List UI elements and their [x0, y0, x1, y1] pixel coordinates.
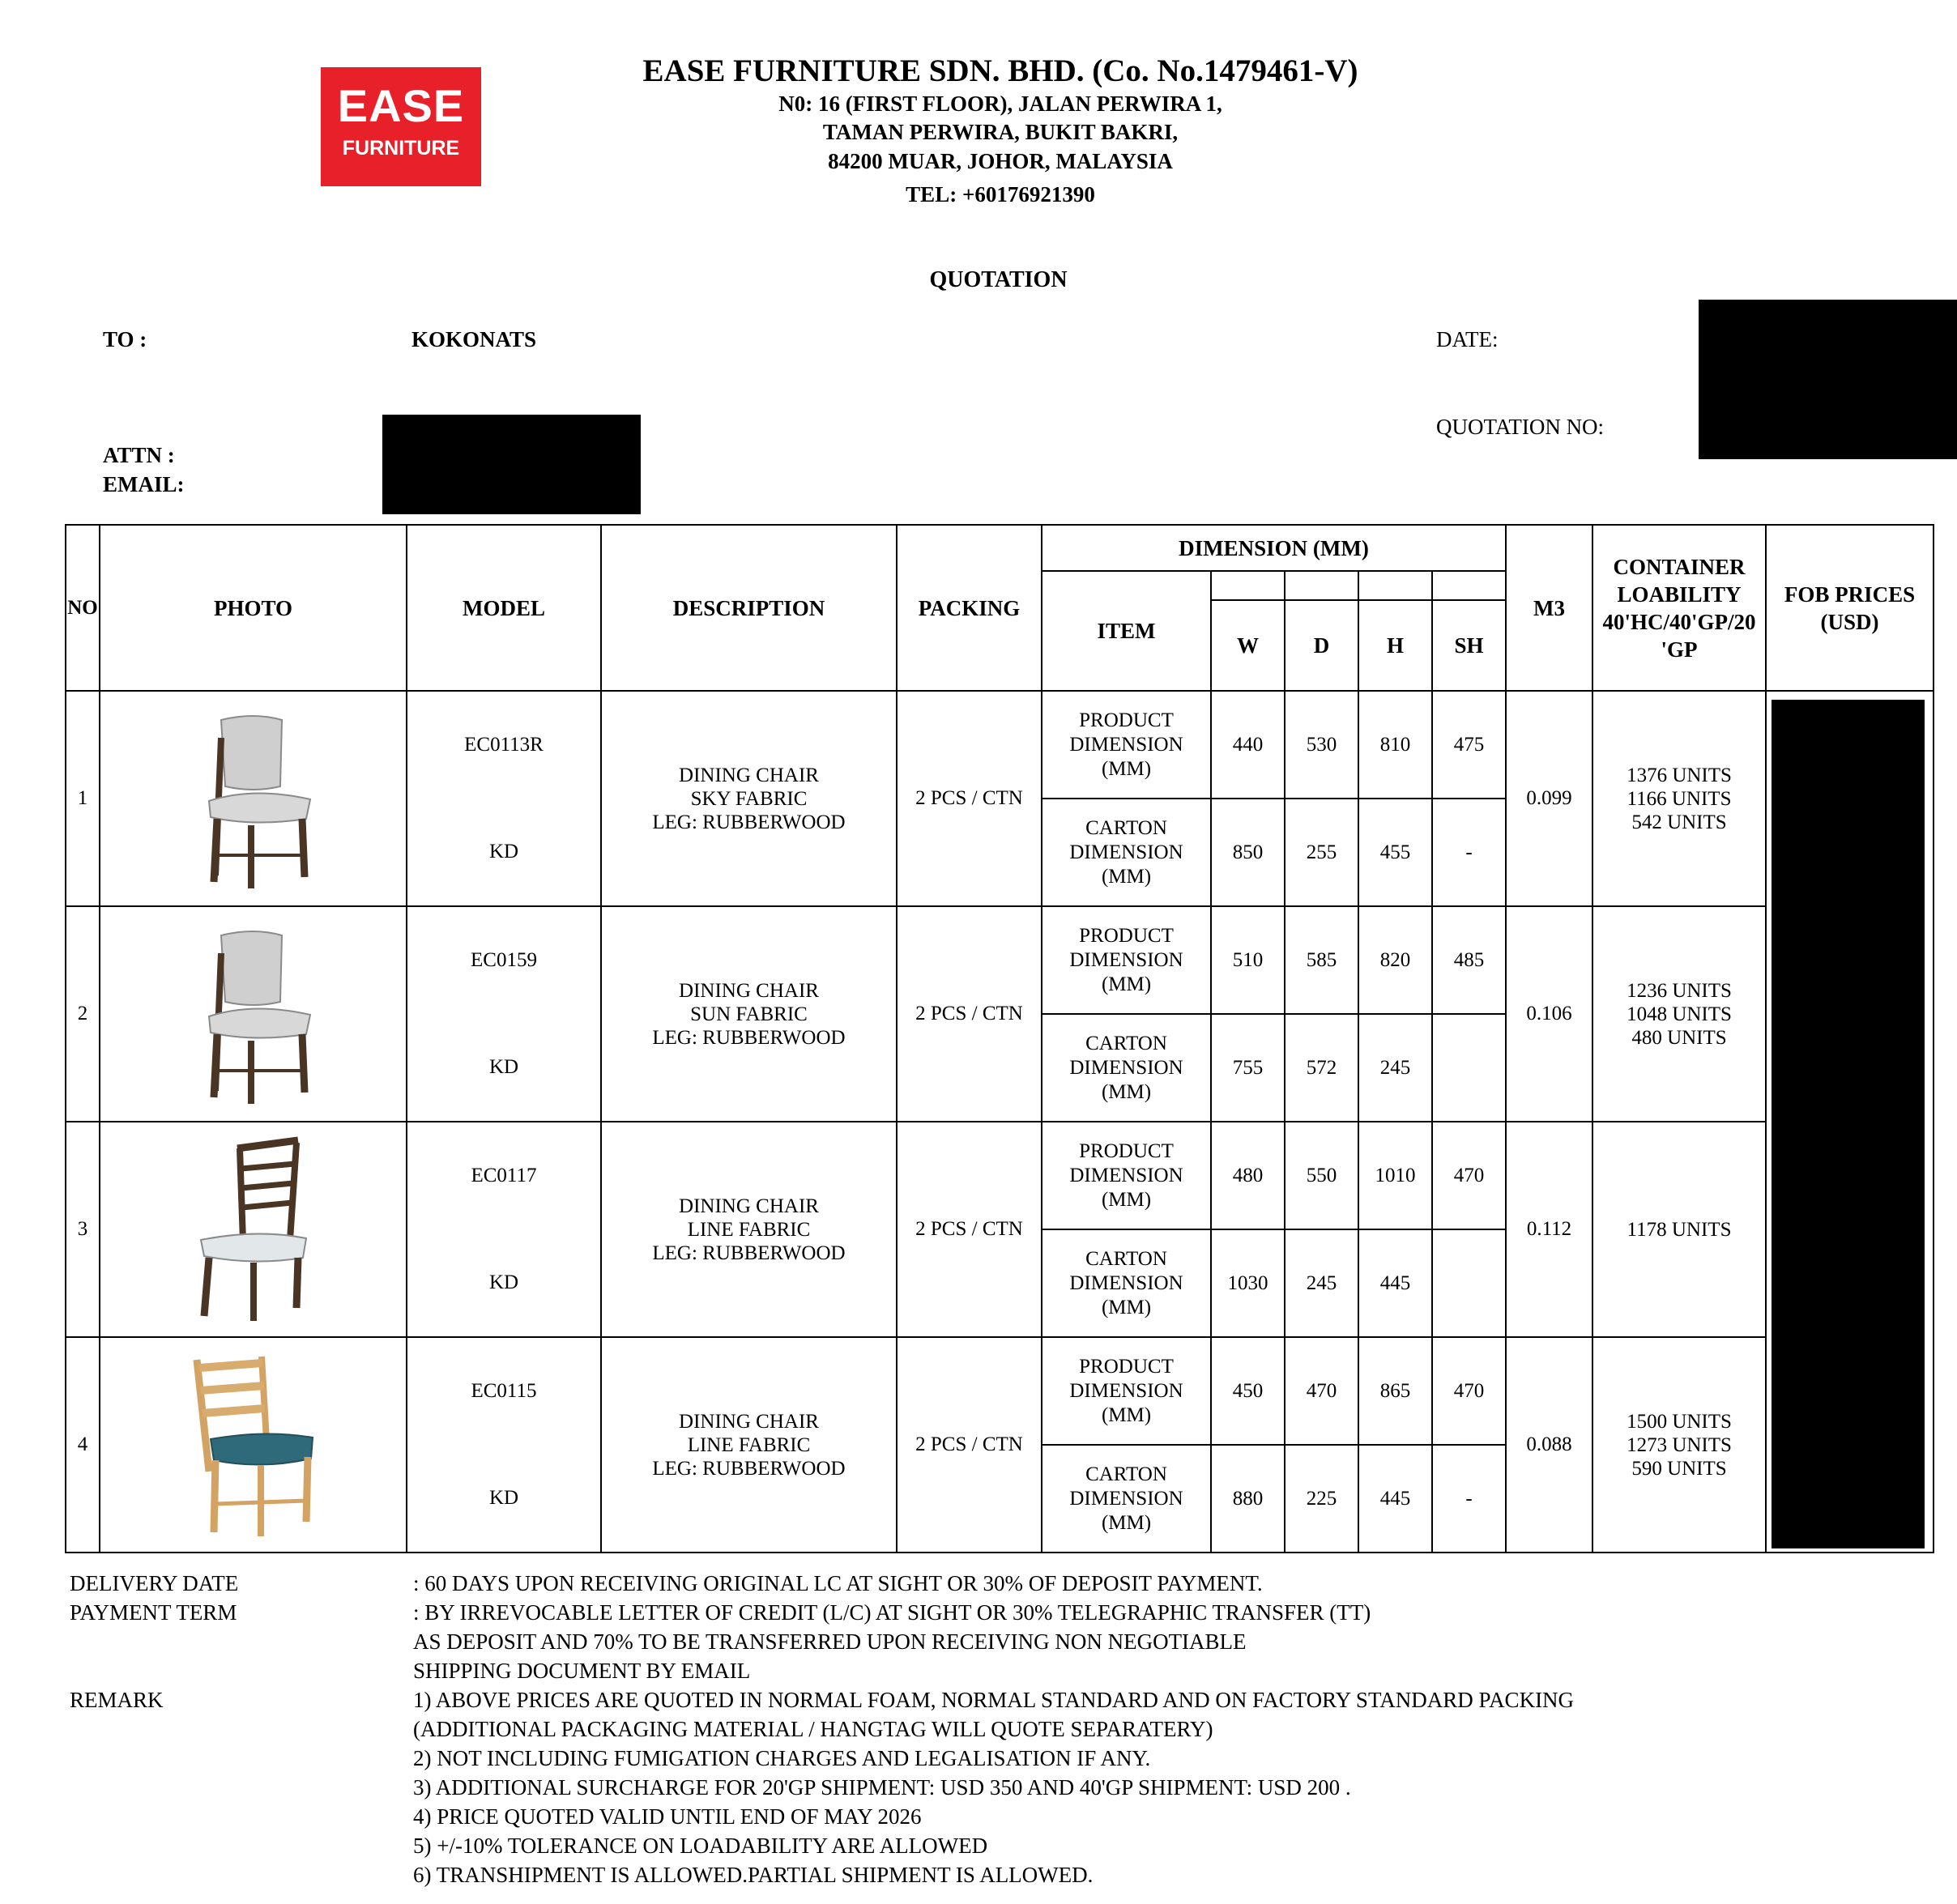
description-cell	[601, 906, 897, 1122]
product-dimension-label-line-1: PRODUCT	[1079, 709, 1174, 731]
redacted-fob-prices	[1772, 700, 1925, 1548]
header-container-line-4: 'GP	[1661, 637, 1698, 662]
model-cell	[407, 691, 601, 906]
container-loadability-line: 1500 UNITS	[1627, 1410, 1732, 1433]
payment-term-line-1: : BY IRREVOCABLE LETTER OF CREDIT (L/C) AT SIGHT OR 30% TELEGRAPHIC TRANSFER (TT)	[413, 1600, 1371, 1625]
header-container-line-2: LOABILITY	[1617, 581, 1742, 607]
header-dimension: DIMENSION (MM)	[1042, 525, 1506, 571]
product-dimension-label-line-1: PRODUCT	[1079, 924, 1174, 947]
header-container-line-3: 40'HC/40'GP/20	[1602, 609, 1756, 634]
container-loadability-line: 1236 UNITS	[1627, 979, 1732, 1002]
header-spacer-d	[1285, 571, 1358, 600]
packing-cell: 2 PCS / CTN	[897, 691, 1042, 906]
carton-h: 245	[1358, 1014, 1432, 1122]
container-loadability-line: 1178 UNITS	[1627, 1218, 1732, 1241]
table-row	[66, 1122, 1934, 1229]
container-loadability-cell	[1592, 906, 1766, 1122]
to-value: KOKONATS	[411, 327, 537, 351]
product-w: 510	[1211, 906, 1285, 1014]
product-dimension-label	[1042, 906, 1211, 1014]
product-sh: 470	[1432, 1337, 1506, 1445]
product-h: 820	[1358, 906, 1432, 1014]
remark-line-2: (ADDITIONAL PACKAGING MATERIAL / HANGTAG WILL QUOTE SEPARATERY)	[413, 1717, 1213, 1741]
row-no: 2	[66, 906, 100, 1122]
packing-cell: 2 PCS / CTN	[897, 1337, 1042, 1553]
packing-cell: 2 PCS / CTN	[897, 906, 1042, 1122]
description-line: DINING CHAIR	[679, 979, 819, 1002]
product-d: 550	[1285, 1122, 1358, 1229]
carton-dimension-label-line-2: DIMENSION (MM)	[1069, 1056, 1183, 1103]
product-dimension-label-line-1: PRODUCT	[1079, 1139, 1174, 1162]
container-loadability-line: 542 UNITS	[1631, 811, 1727, 833]
header-spacer-w	[1211, 571, 1285, 600]
container-loadability-line: 1048 UNITS	[1627, 1003, 1732, 1025]
carton-w: 755	[1211, 1014, 1285, 1122]
container-loadability-line: 1166 UNITS	[1627, 787, 1732, 810]
model-type: KD	[488, 1056, 519, 1078]
table-row	[66, 906, 1934, 1014]
product-photo	[100, 906, 407, 1122]
m3-cell: 0.112	[1506, 1122, 1592, 1337]
carton-sh: -	[1432, 799, 1506, 906]
header-container-loadability	[1592, 525, 1766, 691]
product-h: 810	[1358, 691, 1432, 799]
packing-cell: 2 PCS / CTN	[897, 1122, 1042, 1337]
header-sh: SH	[1432, 600, 1506, 691]
model-code: EC0159	[471, 949, 537, 971]
redacted-date-quotation-no	[1699, 300, 1957, 459]
container-loadability-line: 1273 UNITS	[1627, 1433, 1732, 1456]
container-loadability-line: 590 UNITS	[1631, 1457, 1727, 1480]
carton-h: 455	[1358, 799, 1432, 906]
product-d: 530	[1285, 691, 1358, 799]
product-h: 1010	[1358, 1122, 1432, 1229]
container-loadability-cell	[1592, 1337, 1766, 1553]
table-row	[66, 691, 1934, 799]
delivery-date-value: : 60 DAYS UPON RECEIVING ORIGINAL LC AT SIGHT OR 30% OF DEPOSIT PAYMENT.	[413, 1571, 1263, 1595]
m3-cell: 0.099	[1506, 691, 1592, 906]
product-dimension-label-line-2: DIMENSION (MM)	[1069, 1379, 1183, 1426]
description-line: LEG: RUBBERWOOD	[652, 1026, 846, 1049]
description-cell	[601, 1337, 897, 1553]
company-logo	[321, 67, 481, 186]
carton-dimension-label-line-1: CARTON	[1085, 1463, 1167, 1485]
product-dimension-label	[1042, 1122, 1211, 1229]
product-w: 480	[1211, 1122, 1285, 1229]
product-photo	[100, 691, 407, 906]
m3-cell: 0.088	[1506, 1337, 1592, 1553]
model-type: KD	[488, 1271, 519, 1293]
description-cell	[601, 691, 897, 906]
product-sh: 475	[1432, 691, 1506, 799]
carton-w: 850	[1211, 799, 1285, 906]
description-line: DINING CHAIR	[679, 1195, 819, 1217]
to-label: TO :	[103, 327, 147, 351]
document-title: QUOTATION	[929, 267, 1068, 292]
remark-line-1: 1) ABOVE PRICES ARE QUOTED IN NORMAL FOAM, NORMAL STANDARD AND ON FACTORY STANDARD PACKING	[413, 1688, 1575, 1712]
header-packing: PACKING	[897, 525, 1042, 691]
company-phone: TEL: +60176921390	[906, 182, 1095, 207]
attn-label: ATTN :	[103, 443, 175, 467]
carton-d: 255	[1285, 799, 1358, 906]
header-photo: PHOTO	[100, 525, 407, 691]
description-line: SUN FABRIC	[690, 1003, 808, 1025]
carton-dimension-label	[1042, 1445, 1211, 1553]
model-cell	[407, 906, 601, 1122]
fob-price-cell	[1766, 691, 1934, 1553]
header-h: H	[1358, 600, 1432, 691]
carton-w: 1030	[1211, 1229, 1285, 1337]
product-photo	[100, 1122, 407, 1337]
carton-dimension-label-line-1: CARTON	[1085, 1247, 1167, 1270]
row-no: 3	[66, 1122, 100, 1337]
product-dimension-label-line-2: DIMENSION (MM)	[1069, 733, 1183, 780]
description-cell	[601, 1122, 897, 1337]
carton-sh	[1432, 1014, 1506, 1122]
delivery-date-label: DELIVERY DATE	[70, 1571, 239, 1595]
redacted-attn-email	[382, 415, 641, 514]
payment-term-label: PAYMENT TERM	[70, 1600, 237, 1625]
product-d: 585	[1285, 906, 1358, 1014]
table-row	[66, 1337, 1934, 1445]
container-loadability-cell	[1592, 1122, 1766, 1337]
product-dimension-label	[1042, 691, 1211, 799]
dining-chair-grey-fabric-icon	[100, 705, 406, 892]
description-line: LINE FABRIC	[687, 1218, 811, 1241]
carton-dimension-label-line-2: DIMENSION (MM)	[1069, 1271, 1183, 1318]
row-no: 1	[66, 691, 100, 906]
carton-dimension-label	[1042, 1014, 1211, 1122]
container-loadability-cell	[1592, 691, 1766, 906]
carton-d: 572	[1285, 1014, 1358, 1122]
carton-d: 225	[1285, 1445, 1358, 1553]
product-dimension-label	[1042, 1337, 1211, 1445]
company-name: EASE FURNITURE SDN. BHD. (Co. No.1479461-V)	[642, 53, 1358, 88]
product-d: 470	[1285, 1337, 1358, 1445]
carton-sh: -	[1432, 1445, 1506, 1553]
header-item: ITEM	[1042, 571, 1211, 691]
payment-term-line-3: SHIPPING DOCUMENT BY EMAIL	[413, 1659, 751, 1683]
carton-sh	[1432, 1229, 1506, 1337]
remark-label: REMARK	[70, 1688, 164, 1712]
remark-line-4: 3) ADDITIONAL SURCHARGE FOR 20'GP SHIPMENT: USD 350 AND 40'GP SHIPMENT: USD 200 .	[413, 1775, 1351, 1800]
dining-chair-ladder-back-icon	[100, 1136, 406, 1323]
m3-cell: 0.106	[1506, 906, 1592, 1122]
dining-chair-grey-fabric-icon	[100, 921, 406, 1107]
header-spacer-h	[1358, 571, 1432, 600]
header-description: DESCRIPTION	[601, 525, 897, 691]
carton-dimension-label	[1042, 799, 1211, 906]
carton-h: 445	[1358, 1445, 1432, 1553]
dining-chair-natural-wood-icon	[100, 1350, 406, 1540]
carton-dimension-label-line-2: DIMENSION (MM)	[1069, 841, 1183, 888]
remark-line-6: 5) +/-10% TOLERANCE ON LOADABILITY ARE ALLOWED	[413, 1834, 988, 1858]
model-cell	[407, 1337, 601, 1553]
container-loadability-line: 480 UNITS	[1631, 1026, 1727, 1049]
header-d: D	[1285, 600, 1358, 691]
description-line: DINING CHAIR	[679, 1410, 819, 1433]
product-photo	[100, 1337, 407, 1553]
product-w: 440	[1211, 691, 1285, 799]
logo-text-primary: EASE	[337, 80, 465, 131]
carton-dimension-label	[1042, 1229, 1211, 1337]
header-container-line-1: CONTAINER	[1613, 554, 1746, 579]
carton-w: 880	[1211, 1445, 1285, 1553]
header-fob-line-1: FOB PRICES	[1784, 581, 1916, 607]
header-fob-prices	[1766, 525, 1934, 691]
product-sh: 485	[1432, 906, 1506, 1014]
carton-h: 445	[1358, 1229, 1432, 1337]
product-dimension-label-line-2: DIMENSION (MM)	[1069, 948, 1183, 995]
header-w: W	[1211, 600, 1285, 691]
row-no: 4	[66, 1337, 100, 1553]
header-no: NO	[66, 525, 100, 691]
product-h: 865	[1358, 1337, 1432, 1445]
quotation-table	[65, 524, 1934, 1553]
product-w: 450	[1211, 1337, 1285, 1445]
payment-term-line-2: AS DEPOSIT AND 70% TO BE TRANSFERRED UPON RECEIVING NON NEGOTIABLE	[413, 1629, 1247, 1654]
logo-text-secondary: FURNITURE	[342, 137, 460, 160]
remark-line-3: 2) NOT INCLUDING FUMIGATION CHARGES AND LEGALISATION IF ANY.	[413, 1746, 1151, 1770]
description-line: LEG: RUBBERWOOD	[652, 811, 846, 833]
description-line: LINE FABRIC	[687, 1433, 811, 1456]
container-loadability-line: 1376 UNITS	[1627, 764, 1732, 786]
product-dimension-label-line-2: DIMENSION (MM)	[1069, 1164, 1183, 1211]
model-type: KD	[488, 841, 519, 863]
carton-dimension-label-line-2: DIMENSION (MM)	[1069, 1487, 1183, 1534]
description-line: LEG: RUBBERWOOD	[652, 1242, 846, 1264]
description-line: DINING CHAIR	[679, 764, 819, 786]
description-line: LEG: RUBBERWOOD	[652, 1457, 846, 1480]
carton-dimension-label-line-1: CARTON	[1085, 1032, 1167, 1054]
carton-dimension-label-line-1: CARTON	[1085, 816, 1167, 839]
header-spacer-sh	[1432, 571, 1506, 600]
carton-d: 245	[1285, 1229, 1358, 1337]
email-label: EMAIL:	[103, 472, 185, 496]
header-model: MODEL	[407, 525, 601, 691]
header-fob-line-2: (USD)	[1820, 609, 1879, 634]
quotation-no-label: QUOTATION NO:	[1436, 415, 1605, 439]
product-dimension-label-line-1: PRODUCT	[1079, 1355, 1174, 1378]
model-code: EC0115	[471, 1380, 537, 1402]
remark-line-7: 6) TRANSHIPMENT IS ALLOWED.PARTIAL SHIPMENT IS ALLOWED.	[413, 1863, 1094, 1887]
company-address-line-1: N0: 16 (FIRST FLOOR), JALAN PERWIRA 1,	[778, 92, 1222, 116]
company-address-line-2: TAMAN PERWIRA, BUKIT BAKRI,	[822, 120, 1179, 144]
company-address-line-3: 84200 MUAR, JOHOR, MALAYSIA	[828, 149, 1173, 173]
model-cell	[407, 1122, 601, 1337]
description-line: SKY FABRIC	[690, 787, 808, 810]
product-sh: 470	[1432, 1122, 1506, 1229]
model-code: EC0113R	[464, 734, 544, 756]
date-label: DATE:	[1436, 327, 1499, 351]
model-type: KD	[488, 1487, 519, 1509]
model-code: EC0117	[471, 1165, 537, 1186]
header-m3: M3	[1506, 525, 1592, 691]
remark-line-5: 4) PRICE QUOTED VALID UNTIL END OF MAY 2026	[413, 1804, 922, 1829]
